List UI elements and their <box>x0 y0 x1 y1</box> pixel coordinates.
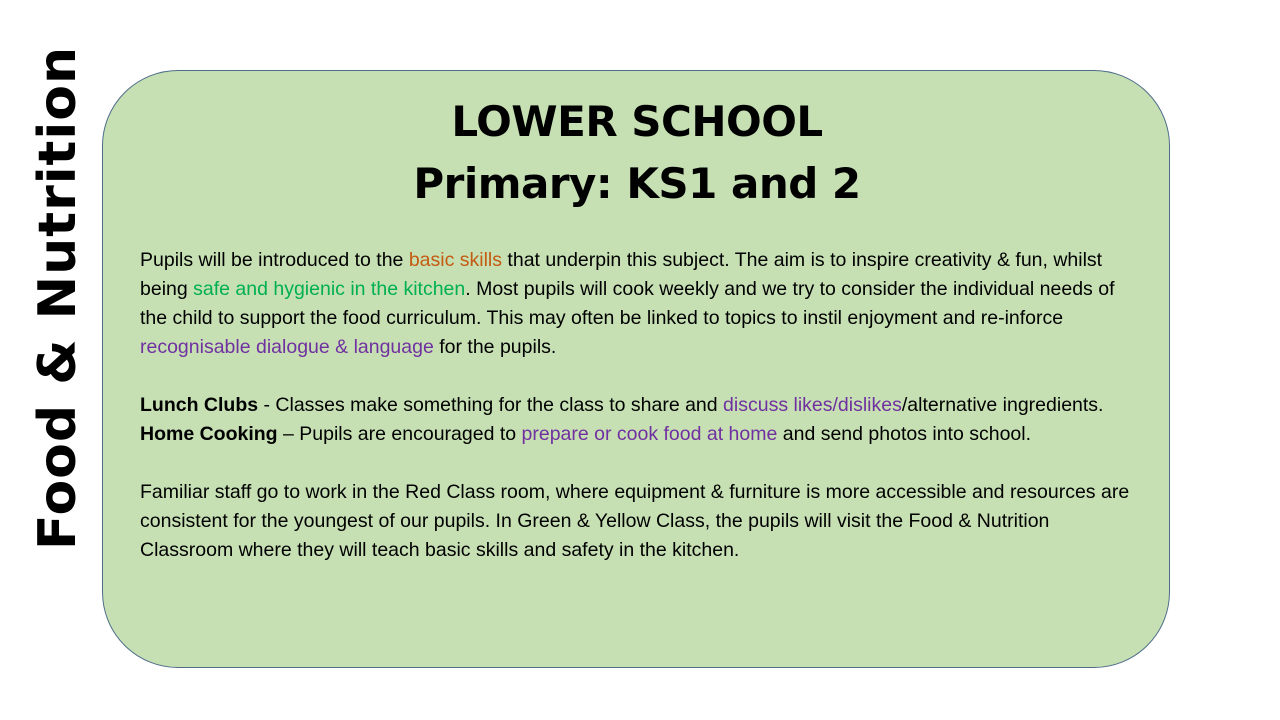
lunch-clubs-label: Lunch Clubs <box>140 394 259 416</box>
highlight-safe-hygienic: safe and hygienic in the kitchen <box>193 278 466 300</box>
highlight-dialogue-language: recognisable dialogue & language <box>140 336 434 358</box>
lunch-text-2: /alternative ingredients. <box>901 394 1104 416</box>
home-cooking-paragraph <box>140 420 1140 449</box>
lunch-text-1: - Classes make something for the class to share and <box>258 394 724 416</box>
intro-paragraph <box>140 246 1140 362</box>
home-text-1: – Pupils are encouraged to <box>277 423 522 445</box>
content-card <box>102 70 1170 668</box>
home-text-2: and send photos into school. <box>777 423 1032 445</box>
intro-text-2: that underpin this subject. The aim is to inspire creativity & fun, whilst being <box>140 249 1103 300</box>
side-title: Food & Nutrition <box>28 46 88 550</box>
intro-text-4: for the pupils. <box>433 336 557 358</box>
heading-lower-school: LOWER SCHOOL <box>451 97 823 146</box>
intro-text-3: . Most pupils will cook weekly and we try to consider the individual needs of the child to support the food curriculum. This may often be linked to topics to instil enjoyment and re-inforce <box>140 278 1115 329</box>
home-cooking-label: Home Cooking <box>140 423 278 445</box>
lunch-clubs-paragraph <box>140 391 1140 420</box>
staff-paragraph: Familiar staff go to work in the Red Class room, where equipment & furniture is more accessible and resources are consistent for the youngest of our pupils. In Green & Yellow Class, the pupils will visit the Food & Nutrition Classroom where they will teach basic skills and safety in the kitchen. <box>140 481 1130 561</box>
intro-text-1: Pupils will be introduced to the <box>140 249 409 271</box>
highlight-cook-at-home: prepare or cook food at home <box>521 423 778 445</box>
paragraph-gap <box>140 449 1140 478</box>
highlight-basic-skills: basic skills <box>408 249 503 271</box>
highlight-likes-dislikes: discuss likes/dislikes <box>723 394 902 416</box>
heading-primary: Primary: KS1 and 2 <box>413 159 861 208</box>
paragraph-gap <box>140 362 1140 391</box>
body-text <box>140 246 1140 565</box>
